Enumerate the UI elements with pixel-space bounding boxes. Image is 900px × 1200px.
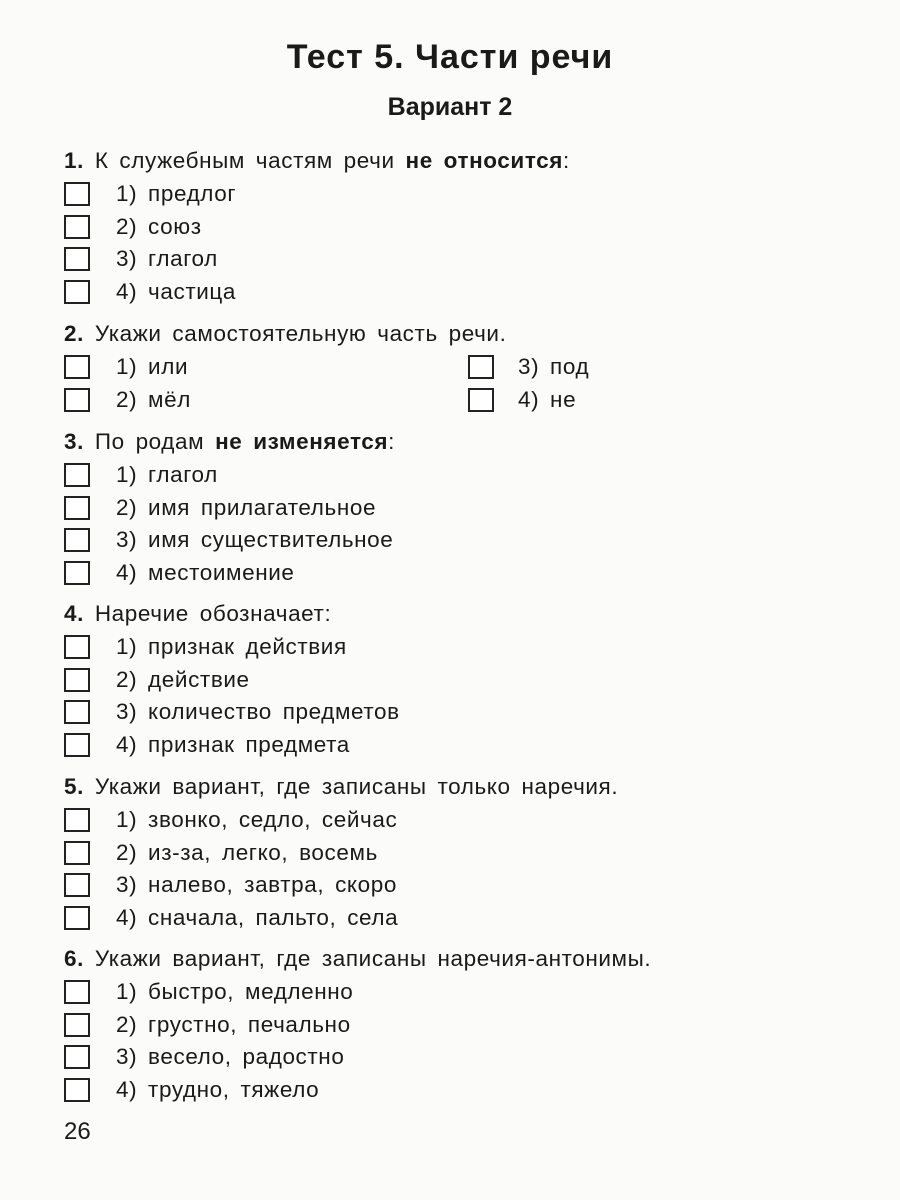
question-6-text [64,942,864,976]
question-prompt: Укажи вариант, где записаны только наречия. [94,774,619,799]
answer-checkbox[interactable] [64,841,90,865]
answer-option-2[interactable] [64,211,864,244]
question-number: 2. [64,321,84,346]
question-prompt: По родам [94,429,205,454]
question-4-text [64,597,864,631]
answer-option-2[interactable] [64,837,864,870]
answer-label: 2) грустно, печально [116,1011,351,1037]
answer-label: 4) местоимение [116,560,295,586]
answer-label: 2) имя прилагательное [116,494,377,520]
answer-label: 4) признак предмета [116,732,350,758]
answer-checkbox[interactable] [64,1045,90,1069]
variant-title: Вариант 2 [387,93,513,121]
question-emphasis: не изменяется [215,429,389,454]
answer-checkbox[interactable] [64,182,90,206]
answer-label: 4) не [518,386,577,412]
answer-option-4[interactable] [64,557,864,590]
answer-label: 3) налево, завтра, скоро [116,872,397,898]
answer-checkbox[interactable] [64,808,90,832]
answer-checkbox[interactable] [64,980,90,1004]
answer-checkbox[interactable] [64,733,90,757]
question-number: 1. [64,148,84,173]
answer-label: 2) мёл [116,386,191,412]
question-5-text [64,770,864,804]
answer-checkbox[interactable] [64,355,90,379]
answer-label: 2) союз [116,213,202,239]
question-punctuation: : [388,429,396,454]
answer-label: 3) имя существительное [116,527,394,553]
question-3-text [64,425,864,459]
answer-checkbox[interactable] [468,388,494,412]
answer-checkbox[interactable] [64,463,90,487]
answer-checkbox[interactable] [64,873,90,897]
answer-option-4[interactable] [468,384,768,417]
answer-checkbox[interactable] [64,215,90,239]
answer-option-1[interactable] [64,631,864,664]
answer-label: 1) предлог [116,181,237,206]
question-number: 5. [64,774,84,799]
answer-label: 1) или [116,354,189,379]
question-2 [64,317,864,416]
question-number: 6. [64,946,84,971]
answer-option-2[interactable] [64,664,864,697]
page-number: 26 [64,1118,91,1145]
answer-checkbox[interactable] [64,635,90,659]
answer-checkbox[interactable] [64,700,90,724]
answer-checkbox[interactable] [468,355,494,379]
question-prompt: Укажи самостоятельную часть речи. [94,321,507,346]
question-number: 3. [64,429,84,454]
answer-checkbox[interactable] [64,561,90,585]
answer-label: 3) количество предметов [116,699,400,725]
answer-label: 1) звонко, седло, сейчас [116,807,398,832]
answer-option-4[interactable] [64,276,864,309]
question-5 [64,770,864,935]
answer-checkbox[interactable] [64,496,90,520]
answer-checkbox[interactable] [64,906,90,930]
answer-option-3[interactable] [64,243,864,276]
answer-checkbox[interactable] [64,247,90,271]
answer-label: 1) быстро, медленно [116,979,354,1004]
answer-option-1[interactable] [64,804,864,837]
answer-checkbox[interactable] [64,388,90,412]
answer-option-4[interactable] [64,1074,864,1107]
answer-label: 3) глагол [116,246,218,272]
answer-option-3[interactable] [64,696,864,729]
question-4 [64,597,864,762]
question-prompt: К служебным частям речи [94,148,395,173]
answer-option-2[interactable] [64,1009,864,1042]
answer-option-3[interactable] [64,524,864,557]
question-3 [64,425,864,590]
question-prompt: Наречие обозначает: [94,601,332,626]
answer-checkbox[interactable] [64,280,90,304]
answer-label: 3) под [518,354,590,379]
answer-option-1[interactable] [64,976,864,1009]
answer-checkbox[interactable] [64,1013,90,1037]
answer-option-3[interactable] [64,869,864,902]
answer-option-1[interactable] [64,459,864,492]
answer-option-3[interactable] [468,351,768,384]
answer-checkbox[interactable] [64,1078,90,1102]
answer-label: 4) частица [116,279,237,305]
question-punctuation: : [563,148,570,173]
question-1 [64,144,864,309]
answer-option-2[interactable] [64,492,864,525]
question-prompt: Укажи вариант, где записаны наречия-антонимы. [94,946,652,971]
answer-checkbox[interactable] [64,668,90,692]
answer-label: 1) признак действия [116,634,347,659]
answer-option-1[interactable] [64,178,864,211]
answer-label: 2) действие [116,666,250,692]
answer-option-4[interactable] [64,902,864,935]
answer-row-2 [64,384,864,417]
question-2-text [64,317,864,351]
answer-label: 4) трудно, тяжело [116,1077,320,1103]
question-6 [64,942,864,1107]
answer-option-4[interactable] [64,729,864,762]
answer-label: 1) глагол [116,462,218,487]
answer-checkbox[interactable] [64,528,90,552]
answer-label: 3) весело, радостно [116,1044,345,1070]
answer-label: 2) из-за, легко, восемь [116,839,378,865]
question-1-text [64,144,864,178]
question-emphasis: не относится [405,148,564,173]
answer-label: 4) сначала, пальто, села [116,905,399,931]
test-title: Тест 5. Части речи [286,38,614,76]
question-number: 4. [64,601,84,626]
answer-option-3[interactable] [64,1041,864,1074]
answer-row-1 [64,351,864,384]
